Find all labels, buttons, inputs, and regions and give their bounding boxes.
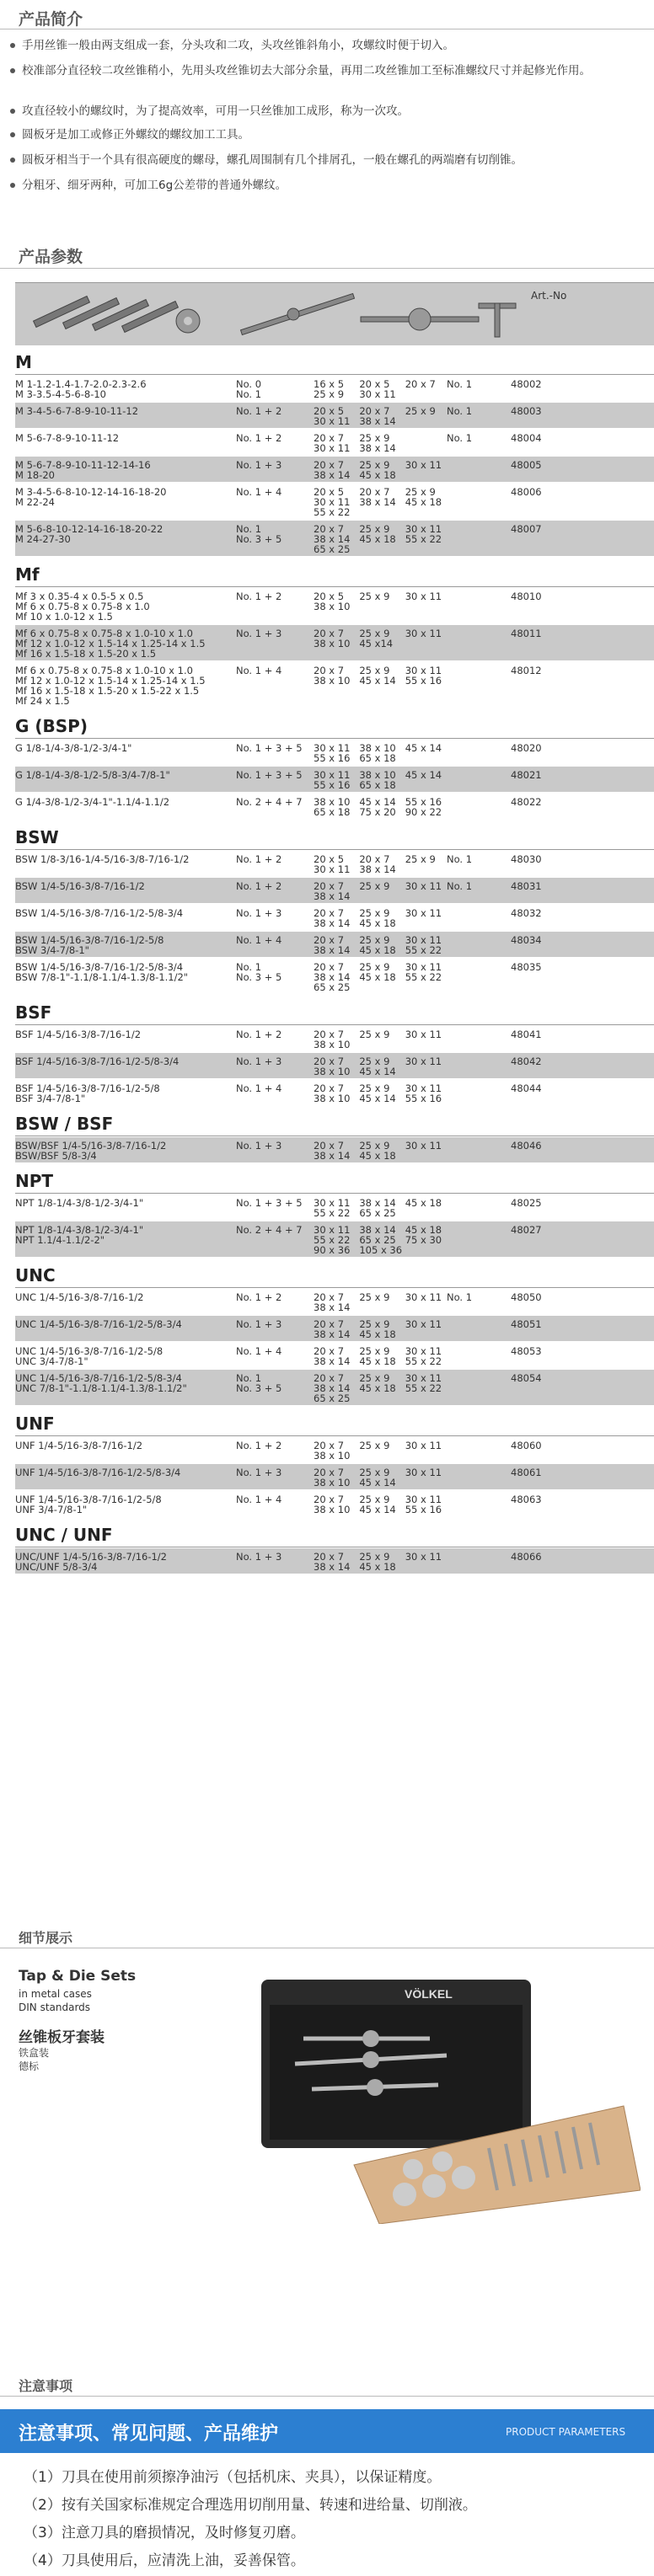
cell-e: 48021	[511, 769, 542, 781]
cell-e: 48002	[511, 378, 542, 390]
table-row	[15, 403, 654, 428]
cell-e: 48025	[511, 1197, 542, 1209]
group-title: BSW / BSF	[15, 1114, 114, 1134]
cell-a: BSW 1/4-5/16-3/8-7/16-1/2-5/8-3/4 BSW 7/8-1"-1.1/8-1.1/4-1.3/8-1.1/2"	[15, 961, 189, 983]
cell-c: 20 x 7 25 x 9 30 x 11 38 x 14 45 x 18	[314, 459, 442, 481]
group-title: UNC	[15, 1265, 56, 1285]
bullet-text: 圆板牙相当于一个具有很高硬度的螺母，螺孔周围制有几个排屑孔，一般在螺孔的两端磨有切削锥。	[22, 153, 523, 167]
detail-en-title: Tap & Die Sets	[19, 1968, 137, 1985]
cell-c: 20 x 5 20 x 7 25 x 9 30 x 11 38 x 14 45 x 18 55 x 22	[314, 486, 442, 518]
cell-a: M 5-6-8-10-12-14-16-18-20-22 M 24-27-30	[15, 523, 164, 545]
cell-e: 48032	[511, 907, 542, 919]
cell-c: 20 x 7 25 x 9 30 x 11 38 x 14 45 x 18 55 x 22 65 x 25	[314, 523, 442, 555]
cell-e: 48007	[511, 523, 542, 535]
group-divider	[15, 1024, 654, 1025]
cell-e: 48022	[511, 796, 542, 808]
divider	[0, 268, 654, 269]
detail-cn-title: 丝锥板牙套装	[19, 2029, 105, 2046]
group-title: UNC / UNF	[15, 1525, 113, 1545]
cell-b: No. 1 + 4	[236, 665, 282, 676]
cell-c: 20 x 7 25 x 9 30 x 11 38 x 14	[314, 1291, 442, 1313]
notice-item: （1）刀具在使用前须擦净油污（包括机床、夹具），以保证精度。	[24, 2469, 442, 2486]
table-row	[15, 878, 654, 903]
group-title: Mf	[15, 564, 40, 585]
bullet-item	[10, 37, 634, 54]
cell-e: 48020	[511, 742, 542, 754]
banner-subtitle: PRODUCT PARAMETERS	[506, 2426, 626, 2438]
table-row	[15, 767, 654, 792]
cell-c: 30 x 11 38 x 10 45 x 14 55 x 16 65 x 18	[314, 742, 442, 764]
table-row	[15, 794, 654, 819]
bullet-dot-icon	[10, 132, 15, 137]
cell-e: 48010	[511, 591, 542, 602]
cell-b: No. 1 + 3 + 5	[236, 742, 303, 754]
cell-a: UNC/UNF 1/4-5/16-3/8-7/16-1/2 UNC/UNF 5/8-3/4	[15, 1551, 167, 1573]
cell-b: No. 1 No. 3 + 5	[236, 1372, 282, 1394]
cell-a: BSW 1/4-5/16-3/8-7/16-1/2-5/8-3/4	[15, 907, 184, 919]
cell-c: 20 x 7 25 x 9 30 x 11 38 x 10	[314, 1440, 442, 1462]
cell-e: 48046	[511, 1140, 542, 1152]
cell-b: No. 1 + 3	[236, 1318, 282, 1330]
cell-b: No. 1 + 2	[236, 880, 282, 892]
table-row	[15, 1548, 654, 1574]
cell-c: 20 x 7 25 x 9 30 x 11 38 x 14 45 x 18 55 x 22	[314, 934, 442, 956]
cell-c: 20 x 7 25 x 9 30 x 11 38 x 10	[314, 1029, 442, 1050]
bullet-dot-icon	[10, 109, 15, 114]
table-row	[15, 588, 654, 623]
bullet-dot-icon	[10, 68, 15, 73]
cell-c: 20 x 5 20 x 7 25 x 9 30 x 11 38 x 14	[314, 405, 436, 427]
group-title: BSW	[15, 827, 59, 847]
cell-c: 30 x 11 38 x 14 45 x 18 55 x 22 65 x 25	[314, 1197, 442, 1219]
table-row	[15, 625, 654, 660]
bullet-text: 圆板牙是加工或修正外螺纹的螺纹加工工具。	[22, 128, 249, 142]
cell-b: No. 1 + 3	[236, 1467, 282, 1478]
cell-b: No. 2 + 4 + 7	[236, 1224, 303, 1236]
cell-a: BSW 1/8-3/16-1/4-5/16-3/8-7/16-1/2	[15, 853, 190, 865]
table-row	[15, 905, 654, 930]
table-row	[15, 1464, 654, 1489]
cell-b: No. 1 + 2	[236, 853, 282, 865]
group-divider	[15, 738, 654, 739]
cell-a: M 3-4-5-6-7-8-9-10-11-12	[15, 405, 139, 417]
cell-b: No. 1 + 2	[236, 591, 282, 602]
cell-a: UNC 1/4-5/16-3/8-7/16-1/2-5/8-3/4 UNC 7/8-1"-1.1/8-1.1/4-1.3/8-1.1/2"	[15, 1372, 187, 1394]
cell-b: No. 1 + 3	[236, 1056, 282, 1067]
table-header-images	[15, 282, 654, 345]
bullet-item	[10, 62, 634, 79]
bullet-item	[10, 152, 634, 168]
group-divider	[15, 586, 654, 587]
cell-e: 48030	[511, 853, 542, 865]
cell-c: 20 x 7 25 x 9 30 x 11 38 x 14 45 x 18	[314, 1140, 442, 1162]
cell-b: No. 2 + 4 + 7	[236, 796, 303, 808]
cell-d: No. 1	[447, 378, 473, 390]
cell-c: 20 x 7 25 x 9 30 x 11 38 x 14 45 x 18	[314, 907, 442, 929]
t-handle-icon	[479, 303, 516, 337]
table-row	[15, 484, 654, 519]
cell-d: No. 1	[447, 1291, 473, 1303]
bullet-dot-icon	[10, 158, 15, 163]
table-row	[15, 959, 654, 994]
cell-a: BSF 1/4-5/16-3/8-7/16-1/2-5/8-3/4	[15, 1056, 180, 1067]
cell-e: 48035	[511, 961, 542, 973]
bullet-text: 攻直径较小的螺纹时，为了提高效率，可用一只丝锥加工成形，称为一次攻。	[22, 104, 409, 118]
cell-c: 20 x 7 25 x 9 30 x 11 38 x 14 45 x 18 55 x 22	[314, 1345, 442, 1367]
cell-e: 48006	[511, 486, 542, 498]
cell-c: 20 x 7 25 x 9 30 x 11 38 x 14 45 x 18	[314, 1551, 442, 1573]
cell-a: M 5-6-7-8-9-10-11-12	[15, 432, 120, 444]
group-divider	[15, 1435, 654, 1436]
art-no-header: Art.-No	[531, 290, 567, 302]
group-divider	[15, 849, 654, 850]
cell-a: BSF 1/4-5/16-3/8-7/16-1/2-5/8 BSF 3/4-7/8-1"	[15, 1082, 160, 1104]
cell-c: 20 x 7 25 x 9 30 x 11 38 x 14 45 x 18 55 x 22 65 x 25	[314, 961, 442, 993]
cell-c: 20 x 7 25 x 9 30 x 11 38 x 14 45 x 18 55 x 22 65 x 25	[314, 1372, 442, 1404]
cell-d: No. 1	[447, 405, 473, 417]
table-row	[15, 376, 654, 401]
table-row	[15, 1343, 654, 1368]
cell-d: No. 1	[447, 432, 473, 444]
cell-b: No. 1 + 2	[236, 405, 282, 417]
bullet-text: 校准部分直径较二攻丝锥稍小，先用头攻丝锥切去大部分余量，再用二攻丝锥加工至标准螺纹尺寸并起修光作用。	[22, 64, 591, 77]
die-stock-icon	[361, 308, 479, 330]
cell-e: 48004	[511, 432, 542, 444]
cell-b: No. 1 + 2	[236, 1291, 282, 1303]
cell-b: No. 1 + 3 + 5	[236, 1197, 303, 1209]
divider	[0, 2396, 654, 2397]
cell-a: M 1-1.2-1.4-1.7-2.0-2.3-2.6 M 3-3.5-4-5-6-8-10	[15, 378, 147, 400]
cell-e: 48044	[511, 1082, 542, 1094]
cell-c: 16 x 5 20 x 5 20 x 7 25 x 9 30 x 11	[314, 378, 436, 400]
group-title: G (BSP)	[15, 716, 88, 736]
detail-en-line1: in metal cases	[19, 1988, 92, 2000]
banner-title: 注意事项、常见问题、产品维护	[19, 2424, 279, 2445]
cell-c: 20 x 7 25 x 9 30 x 11 38 x 10 45 x 14	[314, 1467, 442, 1488]
section-title-notice: 注意事项	[19, 2378, 73, 2394]
cell-e: 48060	[511, 1440, 542, 1451]
notice-banner	[0, 2409, 654, 2453]
section-title-params: 产品参数	[19, 248, 83, 266]
notice-item: （4）刀具使用后，应清洗上油，妥善保管。	[24, 2552, 305, 2569]
cell-b: No. 1 + 4	[236, 486, 282, 498]
cell-a: G 1/8-1/4-3/8-1/2-5/8-3/4-7/8-1"	[15, 769, 170, 781]
table-row	[15, 851, 654, 876]
table-row	[15, 932, 654, 957]
cell-a: Mf 6 x 0.75-8 x 0.75-8 x 1.0-10 x 1.0 Mf 12 x 1.0-12 x 1.5-14 x 1.25-14 x 1.5 Mf 16 x 1.5-18 x 1.5-20 x 1.5	[15, 628, 206, 660]
table-row	[15, 1194, 654, 1220]
cell-e: 48053	[511, 1345, 542, 1357]
cell-c: 20 x 7 25 x 9 30 x 11 38 x 14	[314, 432, 396, 454]
cell-c: 20 x 7 25 x 9 30 x 11 38 x 10 45 x 14 55 x 16	[314, 1082, 442, 1104]
cell-a: Mf 6 x 0.75-8 x 0.75-8 x 1.0-10 x 1.0 Mf 12 x 1.0-12 x 1.5-14 x 1.25-14 x 1.5 Mf 16 x 1.5-18 x 1.5-20 x 1.5-22 x 1.5 Mf 24 x 1.5	[15, 665, 206, 707]
cell-b: No. 1 + 3	[236, 907, 282, 919]
table-row	[15, 457, 654, 482]
cell-b: No. 1 No. 3 + 5	[236, 523, 282, 545]
table-row	[15, 1289, 654, 1314]
product-photo	[244, 1971, 641, 2224]
table-row	[15, 1026, 654, 1051]
cell-b: No. 1 + 3	[236, 1140, 282, 1152]
detail-cn-line1: 铁盒装	[19, 2047, 50, 2059]
group-title: UNF	[15, 1414, 55, 1434]
table-row	[15, 521, 654, 556]
cell-e: 48054	[511, 1372, 542, 1384]
group-title: BSF	[15, 1002, 52, 1023]
notice-item: （2）按有关国家标准规定合理选用切削用量、转速和进给量、切削液。	[24, 2497, 477, 2514]
brand-logo: VÖLKEL	[405, 1987, 453, 2001]
cell-a: UNF 1/4-5/16-3/8-7/16-1/2-5/8 UNF 3/4-7/8-1"	[15, 1494, 162, 1515]
cell-a: Mf 3 x 0.35-4 x 0.5-5 x 0.5 Mf 6 x 0.75-8 x 0.75-8 x 1.0 Mf 10 x 1.0-12 x 1.5	[15, 591, 150, 623]
cell-c: 38 x 10 45 x 14 55 x 16 65 x 18 75 x 20 90 x 22	[314, 796, 442, 818]
cell-e: 48031	[511, 880, 542, 892]
cell-b: No. 1 + 3	[236, 459, 282, 471]
cell-a: G 1/8-1/4-3/8-1/2-3/4-1"	[15, 742, 132, 754]
cell-e: 48061	[511, 1467, 542, 1478]
cell-d: No. 1	[447, 853, 473, 865]
cell-c: 20 x 7 25 x 9 30 x 11 38 x 14	[314, 880, 442, 902]
cell-e: 48066	[511, 1551, 542, 1563]
cell-a: BSW/BSF 1/4-5/16-3/8-7/16-1/2 BSW/BSF 5/8-3/4	[15, 1140, 167, 1162]
bullet-item	[10, 126, 634, 143]
cell-c: 20 x 7 25 x 9 30 x 11 38 x 14 45 x 18	[314, 1318, 442, 1340]
table-row	[15, 1437, 654, 1462]
cell-e: 48011	[511, 628, 542, 639]
cell-c: 20 x 5 25 x 9 30 x 11 38 x 10	[314, 591, 442, 612]
cell-e: 48027	[511, 1224, 542, 1236]
cell-b: No. 1 + 4	[236, 1082, 282, 1094]
bullet-dot-icon	[10, 43, 15, 48]
cell-b: No. 1 + 3 + 5	[236, 769, 303, 781]
cell-e: 48034	[511, 934, 542, 946]
cell-a: UNC 1/4-5/16-3/8-7/16-1/2-5/8-3/4	[15, 1318, 182, 1330]
group-divider	[15, 1193, 654, 1194]
cell-c: 20 x 7 25 x 9 30 x 11 38 x 10 45 x 14 55 x 16	[314, 665, 442, 687]
detail-cn-line2: 德标	[19, 2060, 40, 2072]
table-row	[15, 1221, 654, 1257]
cell-e: 48041	[511, 1029, 542, 1040]
cell-b: No. 1 + 2	[236, 432, 282, 444]
cell-b: No. 1 + 2	[236, 1029, 282, 1040]
table-row	[15, 1316, 654, 1341]
cell-a: NPT 1/8-1/4-3/8-1/2-3/4-1" NPT 1.1/4-1.1/2-2"	[15, 1224, 144, 1246]
table-row	[15, 740, 654, 765]
cell-a: UNF 1/4-5/16-3/8-7/16-1/2-5/8-3/4	[15, 1467, 181, 1478]
cell-a: NPT 1/8-1/4-3/8-1/2-3/4-1"	[15, 1197, 144, 1209]
table-row	[15, 1491, 654, 1516]
cell-b: No. 1 + 4	[236, 934, 282, 946]
cell-e: 48042	[511, 1056, 542, 1067]
cell-a: UNC 1/4-5/16-3/8-7/16-1/2	[15, 1291, 144, 1303]
cell-b: No. 1 + 4	[236, 1494, 282, 1505]
cell-e: 48005	[511, 459, 542, 471]
notice-item: （3）注意刀具的磨损情况，及时修复刃磨。	[24, 2525, 305, 2541]
cell-a: G 1/4-3/8-1/2-3/4-1"-1.1/4-1.1/2	[15, 796, 170, 808]
cell-c: 20 x 7 25 x 9 30 x 11 38 x 10 45 x 14	[314, 1056, 442, 1077]
cell-a: BSW 1/4-5/16-3/8-7/16-1/2	[15, 880, 145, 892]
bullet-item	[10, 177, 634, 194]
section-title-detail: 细节展示	[19, 1930, 73, 1946]
table-row	[15, 1053, 654, 1078]
cell-a: UNF 1/4-5/16-3/8-7/16-1/2	[15, 1440, 143, 1451]
group-title: NPT	[15, 1171, 54, 1191]
cell-a: UNC 1/4-5/16-3/8-7/16-1/2-5/8 UNC 3/4-7/8-1"	[15, 1345, 164, 1367]
bullet-text: 手用丝锥一般由两支组成一套，分头攻和二攻，头攻丝锥斜角小，攻螺纹时便于切入。	[22, 39, 454, 52]
cell-c: 30 x 11 38 x 10 45 x 14 55 x 16 65 x 18	[314, 769, 442, 791]
cell-e: 48012	[511, 665, 542, 676]
group-divider	[15, 1287, 654, 1288]
cell-b: No. 1 + 3	[236, 1551, 282, 1563]
cell-b: No. 1 No. 3 + 5	[236, 961, 282, 983]
bullet-dot-icon	[10, 183, 15, 188]
cell-e: 48051	[511, 1318, 542, 1330]
cell-c: 30 x 11 38 x 14 45 x 18 55 x 22 65 x 25 75 x 30 90 x 36 105 x 36	[314, 1224, 442, 1256]
table-row	[15, 1137, 654, 1162]
taps-icon	[34, 297, 179, 333]
cell-d: No. 1	[447, 880, 473, 892]
cell-b: No. 1 + 4	[236, 1345, 282, 1357]
die-icon	[176, 309, 200, 333]
section-title-intro: 产品简介	[19, 10, 83, 29]
bullet-item	[10, 103, 634, 120]
group-divider	[15, 374, 654, 375]
cell-e: 48063	[511, 1494, 542, 1505]
detail-en-line2: DIN standards	[19, 2001, 91, 2013]
cell-a: M 3-4-5-6-8-10-12-14-16-18-20 M 22-24	[15, 486, 167, 508]
cell-a: BSW 1/4-5/16-3/8-7/16-1/2-5/8 BSW 3/4-7/8-1"	[15, 934, 164, 956]
cell-c: 20 x 7 25 x 9 30 x 11 38 x 10 45 x14	[314, 628, 442, 649]
cell-c: 20 x 5 20 x 7 25 x 9 30 x 11 38 x 14	[314, 853, 436, 875]
bullet-text: 分粗牙、细牙两种，可加工6g公差带的普通外螺纹。	[22, 179, 287, 192]
cell-e: 48003	[511, 405, 542, 417]
cell-e: 48050	[511, 1291, 542, 1303]
cell-a: M 5-6-7-8-9-10-11-12-14-16 M 18-20	[15, 459, 151, 481]
tap-wrench-icon	[240, 294, 354, 335]
table-row	[15, 1080, 654, 1105]
group-title: M	[15, 352, 32, 372]
table-row	[15, 662, 654, 708]
cell-b: No. 1 + 3	[236, 628, 282, 639]
cell-a: BSF 1/4-5/16-3/8-7/16-1/2	[15, 1029, 142, 1040]
table-row	[15, 430, 654, 455]
cell-c: 20 x 7 25 x 9 30 x 11 38 x 10 45 x 14 55 x 16	[314, 1494, 442, 1515]
cell-b: No. 0 No. 1	[236, 378, 262, 400]
cell-b: No. 1 + 2	[236, 1440, 282, 1451]
table-row	[15, 1370, 654, 1405]
